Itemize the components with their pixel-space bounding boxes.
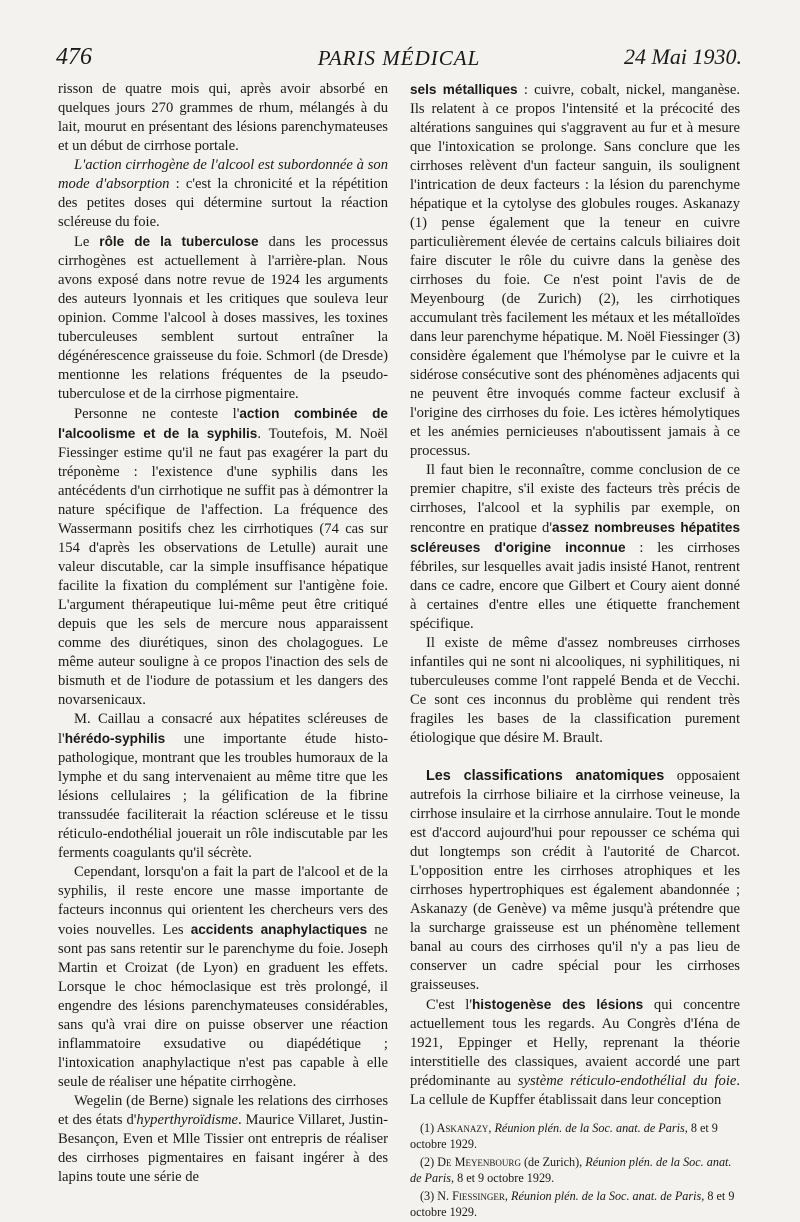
text-run: . Toutefois, M. Noël Fiessinger estime qu'il ne faut pas exagérer la part du tréponème : l'existence d'une syphilis dans les antécédents d'un cirrhotique ne suffit pas à démontrer la nature spécifique de l'affection. La fréquence des Wassermann positifs chez les cirrhotiques (74 cas sur 154 d'après les observations de Letulle) aurait une valeur discutable, car la simple insuffisance hépatique facilite la fixation du complément sur l'antigène foie. L'argument thérapeutique lui-même peut être critiqué depuis que les sels de mercure nous apparaissent comme des diurétiques, sinon des cholagogues. Le même auteur souligne à ce propos l'inaction des sels de bismuth et de l'iodure de potassium et les dangers des novarsenicaux. xyxy=(58,426,388,708)
footnote-reference: Réunion plén. de la Soc. anat. de Paris, xyxy=(511,1189,705,1203)
paragraph xyxy=(58,863,388,1092)
text-run: qui concentre actuellement tous les regards. Au Congrès d'Iéna de 1921, Eppinger et Helly, reprenant la théorie interstitielle des classiques, avaient accordé une part prédominante au xyxy=(410,997,740,1089)
right-column xyxy=(410,80,740,1222)
footnote xyxy=(410,1188,740,1220)
footnote-author: (2) De Meyenbourg xyxy=(420,1155,521,1169)
paragraph xyxy=(410,767,740,995)
text-run: : cuivre, cobalt, nickel, manganèse. Ils relatent à ce propos l'intensité et la précocité des altérations sanguines qui s'aggravent au fur et à mesure que l'intoxication se prolonge. Sans conclure que les cirrhoses relèvent d'un facteur sanguin, ils soulignent l'intrication de deux facteurs : la lésion du parenchyme hépatique et la cytolyse des globules rouges. Askanazy (1) pense également que la teneur en cuivre particulièrement élevée de certains calculs biliaires doit faire discuter le rôle du cuivre dans la genèse des cirrhoses du foie. Ce n'est point l'avis de de Meyenbourg (de Zurich) (2), les cirrhotiques accumulant très facilement les métaux et les métalloïdes dans leur parenchyme hépatique. M. Noël Fiessinger (3) considère également que l'hémolyse par le cuivre et la sidérose consécutive sont des phénomènes adjacents qui ne peuvent être invoqués comme facteur exclusif à l'origine des cirrhoses du foie. Les ictères hémolytiques et les anémies pernicieuses n'aboutissent jamais à ce processus. xyxy=(410,82,740,459)
text-run: Le xyxy=(74,234,100,250)
text-run: C'est l' xyxy=(426,997,472,1013)
text-run: : c'est la chronicité et la répétition des petites doses qui détermine surtout la réaction scléreuse du foie. xyxy=(58,176,388,230)
footnote-place: (de Zurich), xyxy=(520,1155,586,1169)
paragraph: Il existe de même d'assez nombreuses cirrhoses infantiles qui ne sont ni alcooliques, ni syphilitiques, ni tuberculeuses comme l'ont rappelé Benda et de Vecchi. Ce sont ces inconnus du problème qui rendent très fragiles les bases de la classification purement étiologique que désire M. Brault. xyxy=(410,635,740,746)
text-run: opposaient autrefois la cirrhose biliaire et la cirrhose veineuse, la cirrhose insulaire et la cirrhose annulaire. Tout le monde est d'accord aujourd'hui pour repousser ce schéma qui dut longtemps son crédit à l'autorité de Charcot. L'opposition entre les cirrhoses atrophiques et les cirrhoses hypertrophiques est également abandonnée ; Askanazy (de Genève) va même jusqu'à prétendre que la surcharge graisseuse est un phénomène tellement banal au cours des cirrhoses qu'il n'y a pas lieu de conserver un cadre spécial pour les cirrhoses graisseuses. xyxy=(410,768,740,993)
left-column xyxy=(58,80,388,1187)
bold-term: assez nombreuses hépatites scléreuses d'origine inconnue xyxy=(410,520,741,555)
paragraph: risson de quatre mois qui, après avoir absorbé en quelques jours 270 grammes de rhum, mélangés à du lait, mourut en présentant des lésions parenchymateuses et un début de cirrhose portale. xyxy=(58,81,388,154)
issue-date: 24 Mai 1930. xyxy=(624,44,742,69)
text-run: dans les processus cirrhogènes est actuellement à l'arrière-plan. Nous avons exposé dans notre revue de 1924 les arguments des auteurs lyonnais et les critiques que souleva leur opinion. Comme l'alcool à doses massives, les toxines tuberculeuses semblent surtout entraîner la dégénérescence graisseuse du foie. Schmorl (de Dresde) mentionne les relations fréquentes de la pseudo-tuberculose et de la cirrhose pigmentaire. xyxy=(58,234,388,402)
footnote-author: (3) N. Fiessinger, xyxy=(420,1189,508,1203)
footnote xyxy=(410,1154,740,1186)
section-gap xyxy=(410,748,740,767)
bold-term: sels métalliques xyxy=(410,82,518,97)
italic-run: hyperthyroïdisme xyxy=(136,1112,238,1128)
paragraph xyxy=(410,461,740,634)
text-run: Il faut bien le reconnaître, comme conclusion de ce premier chapitre, s'il existe des facteurs très précis de cirrhoses, l'alcool et la syphilis par exemple, on rencontre en pratique d' xyxy=(410,462,740,536)
bold-term: hérédo-syphilis xyxy=(64,731,166,746)
paragraph xyxy=(58,156,388,232)
paragraph xyxy=(58,232,388,404)
paragraph xyxy=(410,80,740,461)
paragraph xyxy=(410,995,740,1110)
footnote-date: 8 et 9 octobre 1929. xyxy=(410,1189,735,1219)
footnote-reference: Réunion plén. de la Soc. anat. de Paris, xyxy=(410,1155,732,1185)
section-heading: Les classifications anatomiques xyxy=(426,768,665,784)
italic-run: L'action cirrhogène de l'alcool est subordonnée à son mode d'absorption xyxy=(58,157,388,192)
footnotes xyxy=(410,1120,740,1220)
bold-term: histogenèse des lésions xyxy=(471,997,644,1012)
text-run: M. Caillau a consacré aux hépatites scléreuses de l' xyxy=(58,711,388,747)
text-run: ne sont pas sans retentir sur le parenchyme du foie. Joseph Martin et Croizat (de Lyon) en graduent les effets. Lorsque le choc hémoclasique est très prolongé, il engendre des lésions parenchymateuses considérables, sans qu'à vrai dire on puisse observer une réaction inflammatoire exsudative ou diapédétique ; l'intoxication anaphylactique n'est pas capable à elle seule de réaliser une hépatite cirrhogène. xyxy=(58,922,388,1090)
text-run: Personne ne conteste l' xyxy=(74,406,240,422)
text-run: . Maurice Villaret, Justin-Besançon, Even et Mlle Tissier ont entrepris de réaliser des cirrhoses pigmentaires en faisant ingérer à des lapins toute une série de xyxy=(58,1112,388,1185)
footnote-reference: Réunion plén. de la Soc. anat. de Paris, xyxy=(494,1121,688,1135)
text-run: : les cirrhoses fébriles, sur lesquelles avait jadis insisté Hanot, rentrent dans ce cadre, encore que Gilbert et Coury aient donné à certaines d'entre elles une étiquette franchement spécifique. xyxy=(410,540,740,632)
page-number: 476 xyxy=(56,44,92,70)
bold-term: action combinée de l'alcoolisme et de la syphilis xyxy=(58,406,388,441)
text-run: Cependant, lorsqu'on a fait la part de l'alcool et de la syphilis, il reste encore une masse importante de facteurs inconnus qui orientent les chercheurs vers des voies nouvelles. Les xyxy=(58,864,388,938)
running-header xyxy=(56,44,742,78)
paragraph xyxy=(58,404,388,710)
footnote xyxy=(410,1120,740,1152)
italic-run: système réticulo-endothélial du foie xyxy=(517,1073,737,1089)
paragraph xyxy=(58,1092,388,1187)
journal-title: PARIS MÉDICAL xyxy=(317,46,481,70)
footnote-date: 8 et 9 octobre 1929. xyxy=(410,1121,718,1151)
bold-term: rôle de la tuberculose xyxy=(99,234,259,249)
text-run: Wegelin (de Berne) signale les relations des cirrhoses et des états d' xyxy=(58,1093,388,1128)
bold-term: accidents anaphylactiques xyxy=(190,922,368,937)
paragraph xyxy=(58,710,388,863)
footnote-author: (1) Askanazy, xyxy=(420,1121,492,1135)
footnote-date: 8 et 9 octobre 1929. xyxy=(454,1171,555,1185)
text-run: une importante étude histo-pathologique, montrant que les troubles humoraux de la lymphe et du sang intervenaient au même titre que les lésions cellulaires ; la gélification de la fibrine transsudée faciliterait la réaction scléreuse et le tissu réticulo-endothélial jouerait un rôle indiscutable par les ferments coagulants qu'il sécrète. xyxy=(58,731,388,861)
text-run: . La cellule de Kupffer établissait dans leur conception xyxy=(410,1073,741,1108)
